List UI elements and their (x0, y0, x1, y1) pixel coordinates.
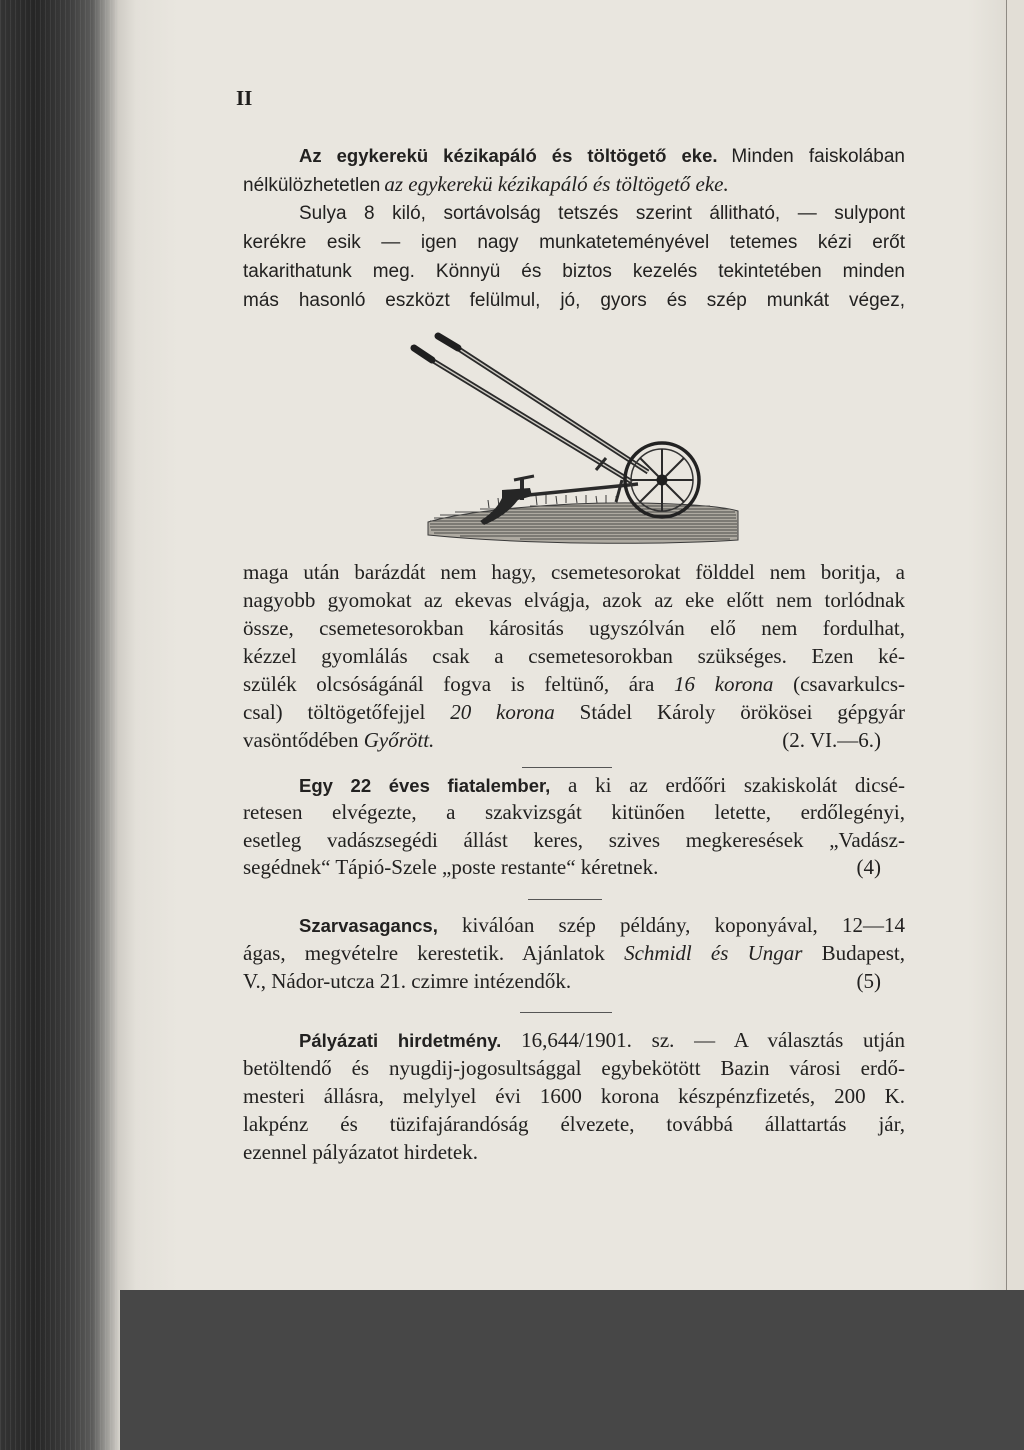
next-page-edge (1006, 0, 1024, 1290)
text-line: kézzel gyomlálás csak a csemetesorokban szükséges. Ezen ké- (243, 644, 905, 668)
job-ad (243, 772, 905, 881)
text-span: Stádel Károly örökösei gépgyár (579, 700, 905, 724)
text-line: más hasonló eszközt felülmul, jó, gyors és szép munkát végez, (243, 290, 905, 311)
ad-reference: (5) (856, 969, 881, 993)
italic-text: az egykerekü kézikapáló és töltögető eke. (384, 172, 729, 196)
text-line (243, 698, 905, 726)
text-span: V., Nádor-utcza 21. czimre intézendők. (243, 969, 572, 993)
text-line: mesteri állásra, melylyel évi 1600 korona készpénzfizetés, 200 K. (243, 1084, 905, 1108)
ad-reference: (2. VI.—6.) (782, 728, 881, 752)
text-line: esetleg vadászsegédi állást keres, szives megkeresések „Vadász- (243, 827, 905, 852)
handle-grip (414, 348, 432, 360)
handle-bar-highlight (448, 342, 648, 472)
text-span: Minden faiskolában (731, 146, 905, 167)
text-line: betöltendő és nyugdij-jogosultsággal egybekötött Bazin városi erdő- (243, 1056, 905, 1080)
text-line: Sulya 8 kiló, sortávolság tetszés szerint állitható, — sulypont (299, 203, 905, 224)
blade-clamp (514, 476, 534, 480)
ad-reference: (4) (856, 854, 881, 879)
text-line: kerékre esik — igen nagy munkateteményével tetemes kézi erőt (243, 232, 905, 253)
ad-heading: Egy 22 éves fiatalember, (299, 775, 551, 796)
grass-mark (536, 496, 537, 505)
text-span: segédnek“ Tápió-Szele „poste restante“ kéretnek. (243, 854, 659, 879)
scan-background (0, 1290, 1024, 1450)
plough-ad-continuation (243, 558, 905, 754)
grass-mark (596, 496, 597, 503)
price-text: 16 korona (674, 672, 774, 696)
text-line: takarithatunk meg. Könnyü és biztos kezelés tekintetében minden (243, 261, 905, 282)
separator-rule (522, 767, 612, 768)
text-line: maga után barázdát nem hagy, csemetesorokat földdel nem boritja, a (243, 560, 905, 584)
text-line (243, 170, 905, 199)
tender-ad (243, 1026, 905, 1166)
book-spine (0, 0, 120, 1450)
plough-ad-intro (243, 141, 905, 315)
text-span: szülék olcsóságánál fogva is feltünő, ára (243, 672, 655, 696)
text-span: kiválóan szép példány, koponyával, 12—14 (462, 913, 905, 937)
text-span: Budapest, (821, 941, 905, 965)
text-span: (csavarkulcs- (793, 672, 905, 696)
text-span: 16,644/1901. sz. — A választás utján (521, 1028, 905, 1052)
text-line (243, 141, 905, 170)
price-text: 20 korona (450, 700, 555, 724)
company-name: Schmidl és Ungar (624, 941, 803, 965)
text-line (243, 1026, 905, 1054)
separator-rule (528, 899, 602, 900)
wheel-hub (657, 475, 668, 486)
text-line (243, 854, 905, 881)
frame-strut (616, 480, 622, 502)
text-span: a ki az erdőőri szakiskolát dicsé- (568, 773, 905, 797)
text-span: csal) töltögetőfejjel (243, 700, 426, 724)
text-line: össze, csemetesorokban kárositás ugyszólván elő nem fordulhat, (243, 616, 905, 640)
text-span: nélkülözhetetlen (243, 175, 381, 196)
handle-grip (438, 336, 458, 348)
text-line: ezennel pályázatot hirdetek. (243, 1140, 478, 1164)
text-span: ágas, megvételre kerestetik. Ajánlatok (243, 941, 605, 965)
grass-mark (576, 496, 577, 503)
separator-rule (520, 1012, 612, 1013)
handle-bars (414, 336, 648, 482)
text-line (243, 670, 905, 698)
text-line: nagyobb gyomokat az ekevas elvágja, azok az eke előtt nem torlódnak (243, 588, 905, 612)
antler-ad (243, 911, 905, 995)
place-name: Győrött. (363, 728, 435, 752)
text-line (243, 772, 905, 799)
text-line: retesen elvégezte, a szakvizsgát kitünően letette, erdőlegényi, (243, 800, 905, 825)
grass-mark (556, 496, 557, 504)
ad-heading: Pályázati hirdetmény. (299, 1030, 502, 1051)
text-line (243, 726, 905, 754)
text-span (243, 726, 434, 754)
wheel-hoe-icon (410, 330, 750, 550)
page-number: II (236, 86, 253, 110)
text-line (243, 911, 905, 939)
wheel (625, 443, 699, 517)
text-line (243, 967, 905, 995)
text-line (243, 939, 905, 967)
ad-heading: Szarvasagancs, (299, 915, 438, 936)
grass-mark (488, 500, 489, 508)
ad-heading: Az egykerekü kézikapáló és töltögető eke. (299, 145, 718, 166)
text-line: lakpénz és tüzifajárandóság élvezete, továbbá állattartás jár, (243, 1112, 905, 1136)
wheel-hoe-illustration (410, 330, 750, 550)
text-span: vasöntődében (243, 728, 359, 752)
